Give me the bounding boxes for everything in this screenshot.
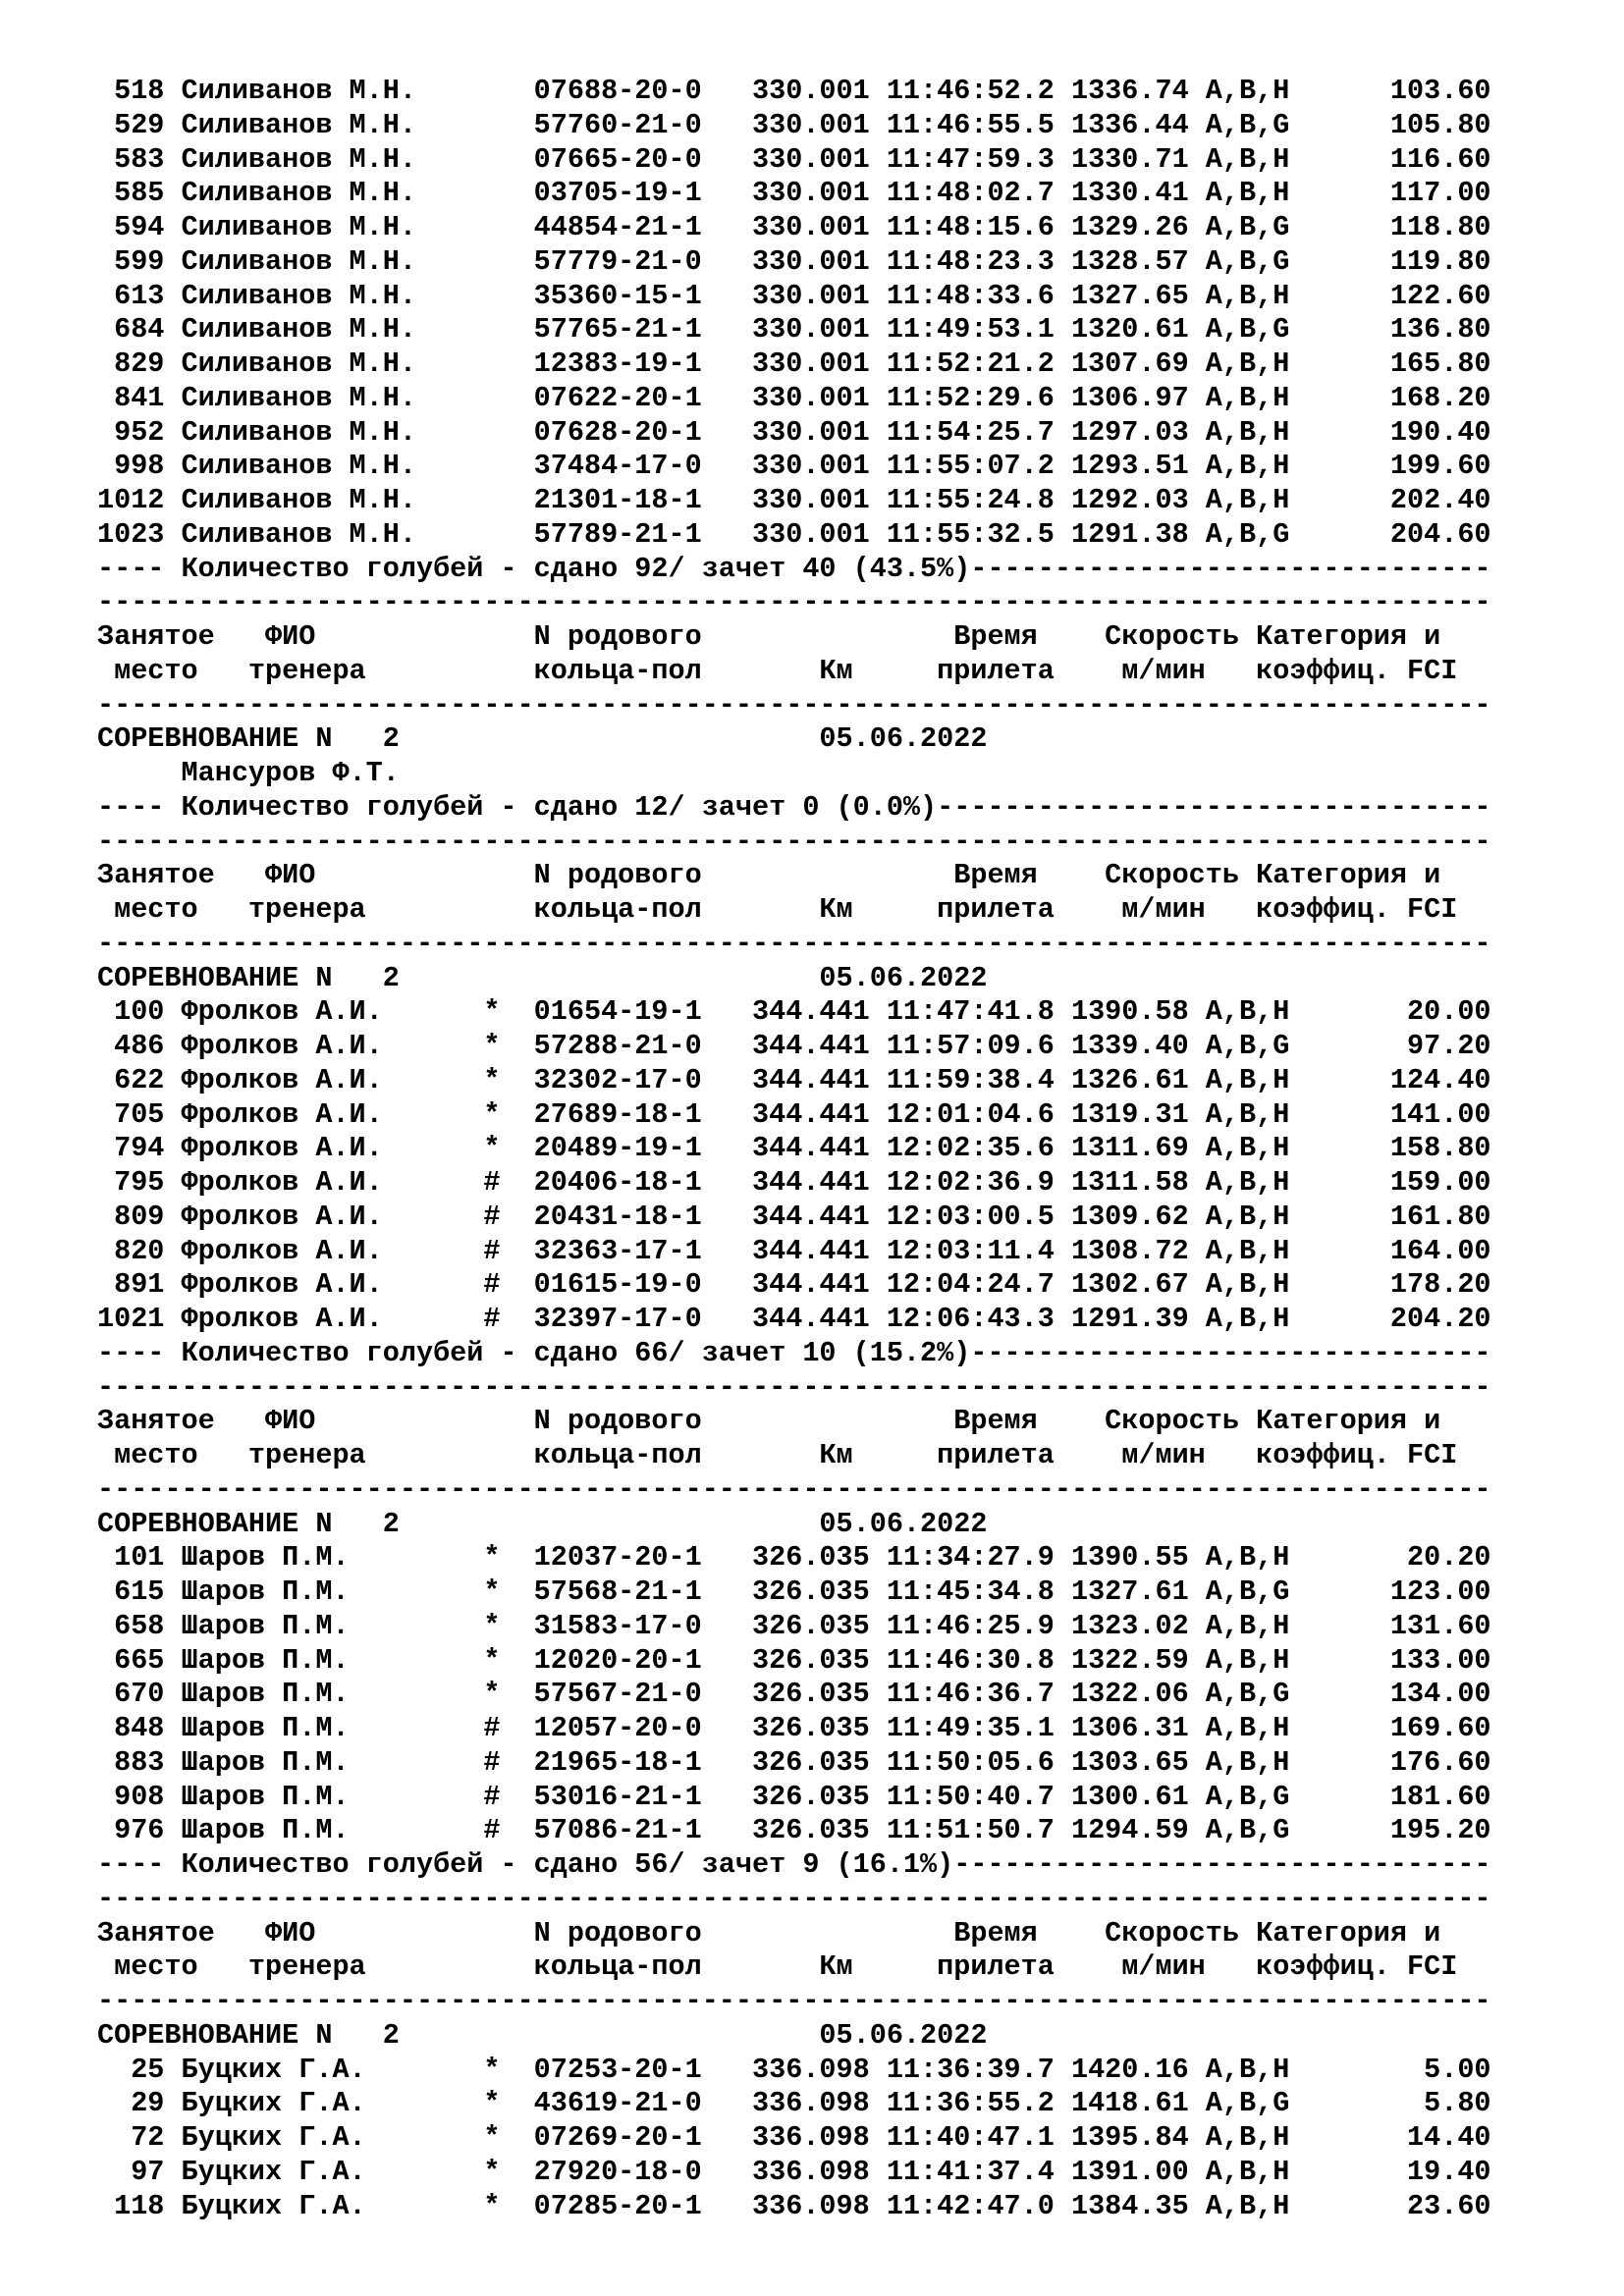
- pigeon-count-summary: ---- Количество голубей - сдано 66/ зачет 10 (15.2%)-------------------------------: [97, 1336, 1491, 1369]
- divider-line: -----------------------------------------------------------------------------------: [97, 825, 1491, 858]
- result-row: 622 Фролков А.И. * 32302-17-0 344.441 11:59:38.4 1326.61 A,B,H 124.40: [97, 1063, 1491, 1096]
- result-row: 594 Силиванов М.Н. 44854-21-1 330.001 11:48:15.6 1329.26 A,B,G 118.80: [97, 211, 1491, 243]
- result-row: 670 Шаров П.М. * 57567-21-0 326.035 11:46:36.7 1322.06 A,B,G 134.00: [97, 1678, 1491, 1711]
- divider-line: -----------------------------------------------------------------------------------: [97, 688, 1491, 721]
- column-header: Занятое ФИО N родового Время Скорость Категория и: [97, 859, 1441, 892]
- divider-line: -----------------------------------------------------------------------------------: [97, 927, 1491, 960]
- result-row: 976 Шаров П.М. # 57086-21-1 326.035 11:51:50.7 1294.59 A,B,G 195.20: [97, 1814, 1491, 1847]
- result-row: 100 Фролков А.И. * 01654-19-1 344.441 11:47:41.8 1390.58 A,B,H 20.00: [97, 995, 1491, 1029]
- result-row: 829 Силиванов М.Н. 12383-19-1 330.001 11:52:21.2 1307.69 A,B,H 165.80: [97, 347, 1491, 380]
- competition-header: СОРЕВНОВАНИЕ N 2 05.06.2022: [97, 2018, 988, 2052]
- divider-line: -----------------------------------------------------------------------------------: [97, 586, 1491, 619]
- result-row: 809 Фролков А.И. # 20431-18-1 344.441 12:03:00.5 1309.62 A,B,H 161.80: [97, 1200, 1491, 1233]
- result-row: 583 Силиванов М.Н. 07665-20-0 330.001 11:47:59.3 1330.71 A,B,H 116.60: [97, 142, 1491, 176]
- divider-line: -----------------------------------------------------------------------------------: [97, 1985, 1491, 2017]
- result-row: 883 Шаров П.М. # 21965-18-1 326.035 11:50:05.6 1303.65 A,B,H 176.60: [97, 1745, 1491, 1779]
- result-row: 795 Фролков А.И. # 20406-18-1 344.441 12:02:36.9 1311.58 A,B,H 159.00: [97, 1166, 1491, 1199]
- pigeon-count-summary: ---- Количество голубей - сдано 12/ зачет 0 (0.0%)---------------------------------: [97, 790, 1491, 824]
- result-row: 118 Буцких Г.А. * 07285-20-1 336.098 11:42:47.0 1384.35 A,B,H 23.60: [97, 2189, 1491, 2222]
- result-row: 486 Фролков А.И. * 57288-21-0 344.441 11:57:09.6 1339.40 A,B,G 97.20: [97, 1030, 1491, 1062]
- column-header: место тренера кольца-пол Км прилета м/мин коэффиц. FCI: [97, 654, 1458, 687]
- participant-name: Мансуров Ф.Т.: [97, 757, 400, 789]
- result-row: 529 Силиванов М.Н. 57760-21-0 330.001 11:46:55.5 1336.44 A,B,G 105.80: [97, 108, 1491, 141]
- result-row: 658 Шаров П.М. * 31583-17-0 326.035 11:46:25.9 1323.02 A,B,H 131.60: [97, 1609, 1491, 1642]
- divider-line: -----------------------------------------------------------------------------------: [97, 1370, 1491, 1404]
- result-row: 998 Силиванов М.Н. 37484-17-0 330.001 11:55:07.2 1293.51 A,B,H 199.60: [97, 450, 1491, 483]
- result-row: 841 Силиванов М.Н. 07622-20-1 330.001 11:52:29.6 1306.97 A,B,H 168.20: [97, 381, 1491, 414]
- result-row: 72 Буцких Г.А. * 07269-20-1 336.098 11:40:47.1 1395.84 A,B,H 14.40: [97, 2121, 1491, 2154]
- divider-line: -----------------------------------------------------------------------------------: [97, 1882, 1491, 1915]
- result-row: 613 Силиванов М.Н. 35360-15-1 330.001 11:48:33.6 1327.65 A,B,H 122.60: [97, 279, 1491, 312]
- result-row: 665 Шаров П.М. * 12020-20-1 326.035 11:46:30.8 1322.59 A,B,H 133.00: [97, 1643, 1491, 1677]
- result-row: 97 Буцких Г.А. * 27920-18-0 336.098 11:41:37.4 1391.00 A,B,H 19.40: [97, 2155, 1491, 2188]
- result-row: 1023 Силиванов М.Н. 57789-21-1 330.001 11:55:32.5 1291.38 A,B,G 204.60: [97, 517, 1491, 551]
- result-row: 518 Силиванов М.Н. 07688-20-0 330.001 11:46:52.2 1336.74 A,B,H 103.60: [97, 75, 1491, 107]
- column-header: Занятое ФИО N родового Время Скорость Категория и: [97, 620, 1441, 653]
- divider-line: -----------------------------------------------------------------------------------: [97, 1472, 1491, 1506]
- result-row: 29 Буцких Г.А. * 43619-21-0 336.098 11:36:55.2 1418.61 A,B,G 5.80: [97, 2087, 1491, 2120]
- competition-header: СОРЕВНОВАНИЕ N 2 05.06.2022: [97, 722, 988, 756]
- result-row: 101 Шаров П.М. * 12037-20-1 326.035 11:34:27.9 1390.55 A,B,H 20.20: [97, 1541, 1491, 1575]
- result-row: 599 Силиванов М.Н. 57779-21-0 330.001 11:48:23.3 1328.57 A,B,G 119.80: [97, 244, 1491, 278]
- result-row: 585 Силиванов М.Н. 03705-19-1 330.001 11:48:02.7 1330.41 A,B,H 117.00: [97, 177, 1491, 210]
- competition-header: СОРЕВНОВАНИЕ N 2 05.06.2022: [97, 961, 988, 994]
- column-header: место тренера кольца-пол Км прилета м/мин коэффиц. FCI: [97, 893, 1458, 926]
- result-row: 1012 Силиванов М.Н. 21301-18-1 330.001 11:55:24.8 1292.03 A,B,H 202.40: [97, 484, 1491, 516]
- result-row: 1021 Фролков А.И. # 32397-17-0 344.441 12:06:43.3 1291.39 A,B,H 204.20: [97, 1303, 1491, 1335]
- result-row: 848 Шаров П.М. # 12057-20-0 326.035 11:49:35.1 1306.31 A,B,H 169.60: [97, 1712, 1491, 1744]
- column-header: место тренера кольца-пол Км прилета м/мин коэффиц. FCI: [97, 1950, 1458, 1984]
- result-row: 684 Силиванов М.Н. 57765-21-1 330.001 11:49:53.1 1320.61 A,B,G 136.80: [97, 313, 1491, 347]
- pigeon-count-summary: ---- Количество голубей - сдано 56/ зачет 9 (16.1%)--------------------------------: [97, 1848, 1491, 1881]
- result-row: 908 Шаров П.М. # 53016-21-1 326.035 11:50:40.7 1300.61 A,B,G 181.60: [97, 1780, 1491, 1813]
- result-row: 615 Шаров П.М. * 57568-21-1 326.035 11:45:34.8 1327.61 A,B,G 123.00: [97, 1575, 1491, 1608]
- column-header: Занятое ФИО N родового Время Скорость Категория и: [97, 1916, 1441, 1949]
- result-row: 820 Фролков А.И. # 32363-17-1 344.441 12:03:11.4 1308.72 A,B,H 164.00: [97, 1234, 1491, 1267]
- results-document: [97, 75, 1570, 2223]
- competition-header: СОРЕВНОВАНИЕ N 2 05.06.2022: [97, 1507, 988, 1540]
- result-row: 952 Силиванов М.Н. 07628-20-1 330.001 11:54:25.7 1297.03 A,B,H 190.40: [97, 415, 1491, 449]
- result-row: 705 Фролков А.И. * 27689-18-1 344.441 12:01:04.6 1319.31 A,B,H 141.00: [97, 1097, 1491, 1131]
- column-header: место тренера кольца-пол Км прилета м/мин коэффиц. FCI: [97, 1439, 1458, 1471]
- pigeon-count-summary: ---- Количество голубей - сдано 92/ зачет 40 (43.5%)-------------------------------: [97, 552, 1491, 585]
- result-row: 25 Буцких Г.А. * 07253-20-1 336.098 11:36:39.7 1420.16 A,B,H 5.00: [97, 2053, 1491, 2086]
- result-row: 891 Фролков А.И. # 01615-19-0 344.441 12:04:24.7 1302.67 A,B,H 178.20: [97, 1268, 1491, 1302]
- column-header: Занятое ФИО N родового Время Скорость Категория и: [97, 1405, 1441, 1438]
- result-row: 794 Фролков А.И. * 20489-19-1 344.441 12:02:35.6 1311.69 A,B,H 158.80: [97, 1132, 1491, 1165]
